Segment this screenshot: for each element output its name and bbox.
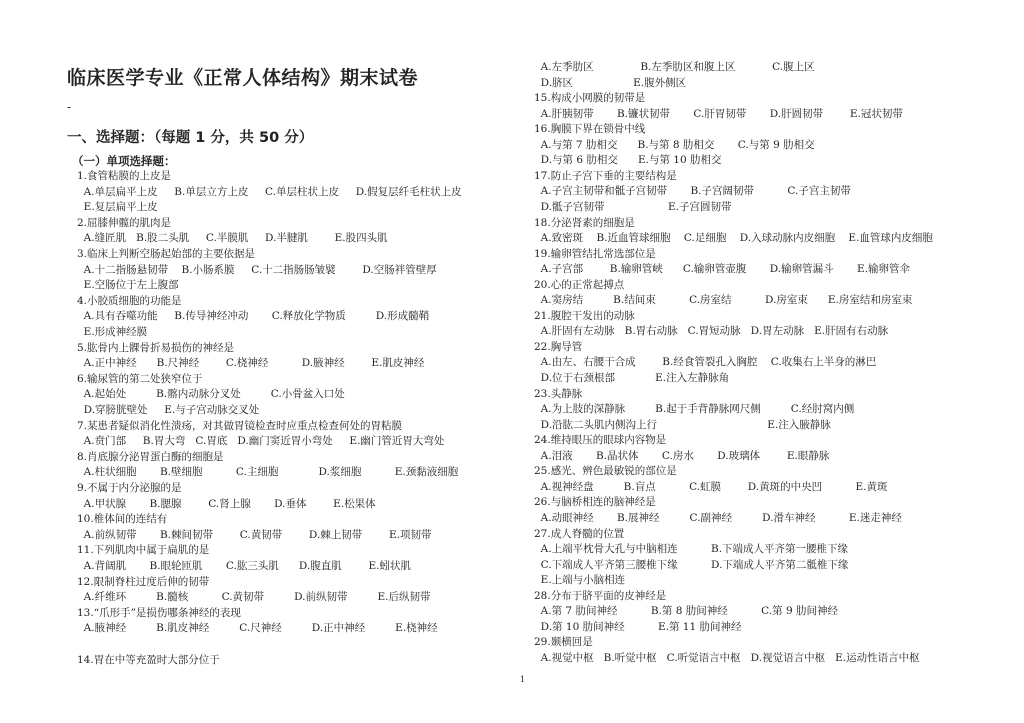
question-line: A.单层扁平上皮 B.单层立方上皮 C.单层柱状上皮 D.假复层纤毛柱状上皮 [77,185,462,198]
question-line: 13.“爪形手”是损伤哪条神经的表现 [77,606,241,619]
question-line: D.脐区 E.腹外侧区 [534,76,687,89]
question-line: E.形成神经膜 [77,326,148,338]
question-line: A.子宫部 B.输卵管峡 C.输卵管壶腹 D.输卵管漏斗 E.输卵管伞 [534,263,910,276]
section-heading: 一、选择题：（每题 1 分，共 50 分） [67,130,314,146]
question-line: 5.肱骨内上髁骨折易损伤的神经是 [77,341,235,354]
question-line: 8.肖底腺分泌胃蛋白酶的细胞是 [77,450,224,463]
question-line: 21.腹腔干发出的动脉 [534,309,635,322]
question-line: A.背阔肌 B.眼轮匝肌 C.肱三头肌 D.腹直肌 E.蚓状肌 [77,560,411,572]
question-line: A.纤维环 B.髓核 C.黄韧带 D.前纵韧带 E.后纵韧带 [77,591,431,604]
question-line: A.上端平枕骨大孔与中脑相连 B.下端成人平齐第一腰椎下缘 [534,543,849,556]
question-line: A.十二指肠悬韧带 B.小肠系膜 C.十二指肠肠皱襞 D.空肠袢管壁厚 [77,263,437,276]
question-line: A.与第 7 肋相交 B.与第 8 肋相交 C.与第 9 肋相交 [534,138,815,151]
question-line: A.左季肋区 B.左季肋区和腹上区 C.腹上区 [534,61,815,73]
question-line: A.正中神经 B.尺神经 C.桡神经 D.腋神经 E.肌皮神经 [77,357,425,370]
question-line: 3.临床上判断空肠起始部的主要依据是 [77,248,256,260]
question-line: 7.某患者疑似消化性溃疡，对其做胃镜检查时应重点检查何处的胃粘膜 [77,419,403,432]
question-line: E.上端与小脑相连 [534,574,626,587]
question-line: 18.分泌肾素的细胞是 [534,216,635,229]
subsection-heading: （一）单项选择题： [72,154,176,168]
question-line: A.起始处 B.髂内动脉分叉处 C.小骨盆入口处 [77,388,345,401]
question-line: 26.与脑桥相连的脑神经是 [534,496,656,509]
question-line: 16.胸膜下界在锁骨中线 [534,123,646,136]
question-line: A.为上肢的深静脉 B.起于手背静脉网尺侧 C.经肘窝内侧 [534,403,855,416]
question-line: A.第 7 肋间神经 B.第 8 肋间神经 C.第 9 肋间神经 [534,605,838,618]
question-line: E.复层扁平上皮 [77,201,158,214]
question-line: A.由左、右腰干合成 B.经食管裂孔入胸腔 C.收集右上半身的淋巴 [534,356,877,369]
page-number: 1 [520,675,526,684]
question-line: E.空肠位于左上腹部 [77,279,179,292]
question-line: D.沿肱二头肌内侧沟上行 E.注入腋静脉 [534,418,831,431]
question-line: A.柱状细胞 B.壁细胞 C.主细胞 D.浆细胞 E.颈黏液细胞 [77,466,459,479]
question-line: A.致密斑 B.近血管球细胞 C.足细胞 D.入球动脉内皮细胞 E.血管球内皮细胞 [534,232,933,245]
question-line: D.第 10 肋间神经 E.第 11 肋间神经 [534,620,742,633]
question-line: A.肝胰韧带 B.镰状韧带 C.肝胃韧带 D.肝圆韧带 E.冠状韧带 [534,107,903,120]
question-line: 4.小胶质细胞的功能是 [77,294,182,307]
question-line: A.视觉中枢 B.听觉中枢 C.听觉语言中枢 D.视觉语言中枢 E.运动性语言中枢 [534,651,920,664]
page-title: 临床医学专业《正常人体结构》期末试卷 [67,67,419,89]
question-line: A.动眼神经 B.展神经 C.副神经 D.滑车神经 E.迷走神经 [534,511,902,524]
question-line: 6.输尿管的第二处狭窄位于 [77,372,203,385]
question-line: 27.成人脊髓的位置 [534,527,625,540]
question-line: 15.构成小网膜的韧带是 [534,92,646,105]
question-line: A.子宫主韧带和骶子宫韧带 B.子宫阔韧带 C.子宫主韧带 [534,185,851,198]
question-line: 24.维持眼压的眼球内容物是 [534,434,667,447]
question-line: D.穿膀胱壁处 E.与子宫动脉交叉处 [77,404,260,416]
question-line: A.腋神经 B.肌皮神经 C.尺神经 D.正中神经 E.桡神经 [77,622,438,635]
question-line: 14.胃在中等充盈时大部分位于 [77,653,220,666]
question-line: 20.心的正常起搏点 [534,278,625,291]
question-line: 25.感光、辨色最敏锐的部位是 [534,465,677,478]
question-line: A.缝匠肌 B.股二头肌 C.半膜肌 D.半腱肌 E.股四头肌 [77,232,388,245]
question-line: A.甲状腺 B.腮腺 C.肾上腺 D.垂体 E.松果体 [77,497,376,510]
question-line: 1.食管粘膜的上皮是 [77,170,172,182]
question-line: A.肝固有左动脉 B.胃右动脉 C.胃短动脉 D.胃左动脉 E.肝固有右动脉 [534,325,889,338]
question-line: 22.胸导管 [534,340,583,353]
question-line: 9.不属于内分泌腺的是 [77,482,182,494]
separator-dash: - [67,100,72,114]
question-line: 2.屈膝伸髋的肌肉是 [77,216,172,229]
question-line: 10.椎体间的连结有 [77,513,168,526]
question-line: 23.头静脉 [534,387,583,400]
question-line: 29.颞横回是 [534,636,593,649]
question-line: C.下端成人平齐第三腰椎下缘 D.下端成人平齐第二骶椎下缘 [534,558,849,571]
question-line: D.骶子宫韧带 E.子宫圆韧带 [534,200,732,213]
question-line: A.视神经盘 B.盲点 C.虹膜 D.黄斑的中央凹 E.黄斑 [534,480,888,493]
question-line: A.贲门部 B.胃大弯 C.胃底 D.幽门窦近胃小弯处 E.幽门管近胃大弯处 [77,435,445,448]
question-line: A.前纵韧带 B.棘间韧带 C.黄韧带 D.棘上韧带 E.项韧带 [77,528,432,541]
question-line: D.位于右颈根部 E.注入左静脉角 [534,372,730,384]
question-line: A.泪液 B.晶状体 C.房水 D.玻璃体 E.眼静脉 [534,449,830,462]
question-line: 11.下列肌肉中属于扁肌的是 [77,544,210,557]
question-line: 17.防止子宫下垂的主要结构是 [534,169,677,182]
question-line: D.与第 6 肋相交 E.与第 10 肋相交 [534,154,722,167]
question-line: 28.分布于脐平面的皮神经是 [534,589,667,602]
question-line: A.具有吞噬功能 B.传导神经冲动 C.释放化学物质 D.形成髓鞘 [77,310,430,323]
question-line: 12.限制脊柱过度后伸的韧带 [77,575,210,588]
question-line: 19.输卵管结扎常选部位是 [534,247,656,260]
question-line: A.窦房结 B.结间束 C.房室结 D.房室束 E.房室结和房室束 [534,294,913,307]
